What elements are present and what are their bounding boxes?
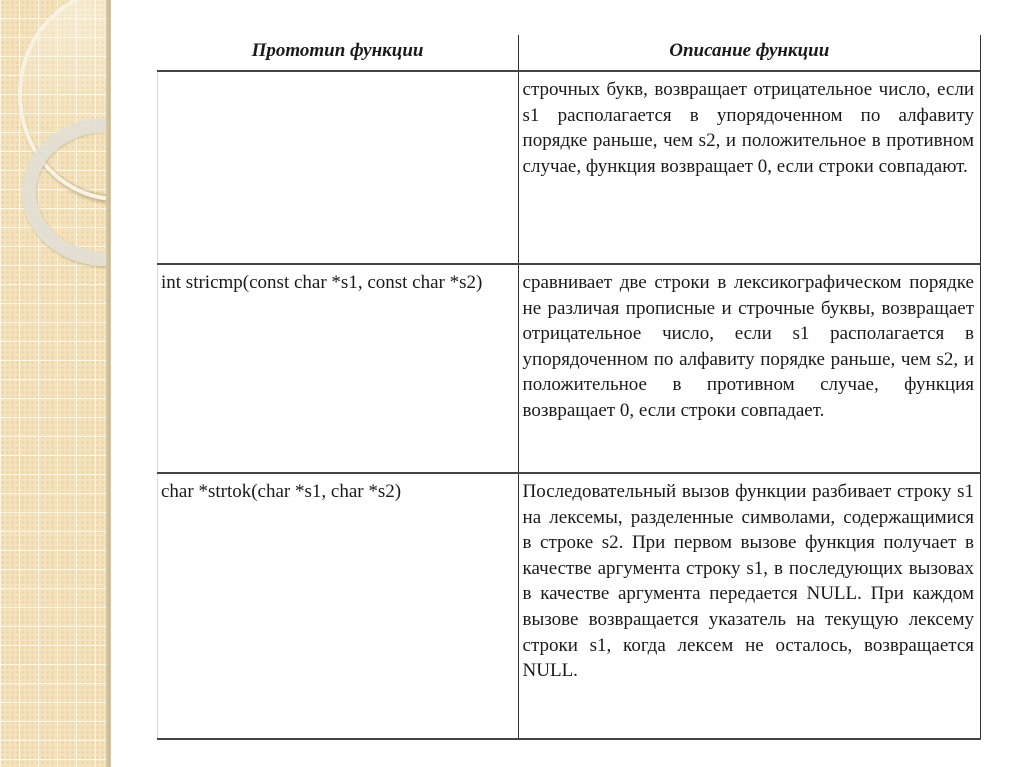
decorative-sidebar <box>0 0 111 767</box>
prototype-cell: int stricmp(const char *s1, const char *s2) <box>158 264 519 473</box>
table-row <box>158 71 981 264</box>
table-row <box>158 473 981 739</box>
prototype-cell: char *strtok(char *s1, char *s2) <box>158 473 519 739</box>
description-cell: строчных букв, возвращает отрицательное число, если s1 располагается в упорядоченном по алфавиту порядке раньше, чем s2, и положительное в противном случае, функция возвращает 0, если строки совпадают. <box>518 71 980 264</box>
sidebar-edge-shadow <box>106 0 111 767</box>
description-cell: сравнивает две строки в лексикографическом порядке не различая прописные и строчные буквы, возвращает отрицательное число, если s1 располагается в упорядоченном по алфавиту порядке раньше, чем s2, и положительное в противном случае, функция возвращает 0, если строки совпадает. <box>518 264 980 473</box>
table-header-row <box>158 35 981 71</box>
function-table <box>157 35 981 740</box>
table-row <box>158 264 981 473</box>
prototype-cell <box>158 71 519 264</box>
header-prototype: Прототип функции <box>158 35 519 71</box>
header-description: Описание функции <box>518 35 980 71</box>
description-cell: Последовательный вызов функции разбивает строку s1 на лексемы, разделенные символами, содержащимися в строке s2. При первом вызове функция получает в качестве аргумента строку s1, в последующих вызовах в качестве аргумента передается NULL. При каждом вызове возвращается указатель на текущую лексему строки s1, когда лексем не осталось, возвращается NULL. <box>518 473 980 739</box>
